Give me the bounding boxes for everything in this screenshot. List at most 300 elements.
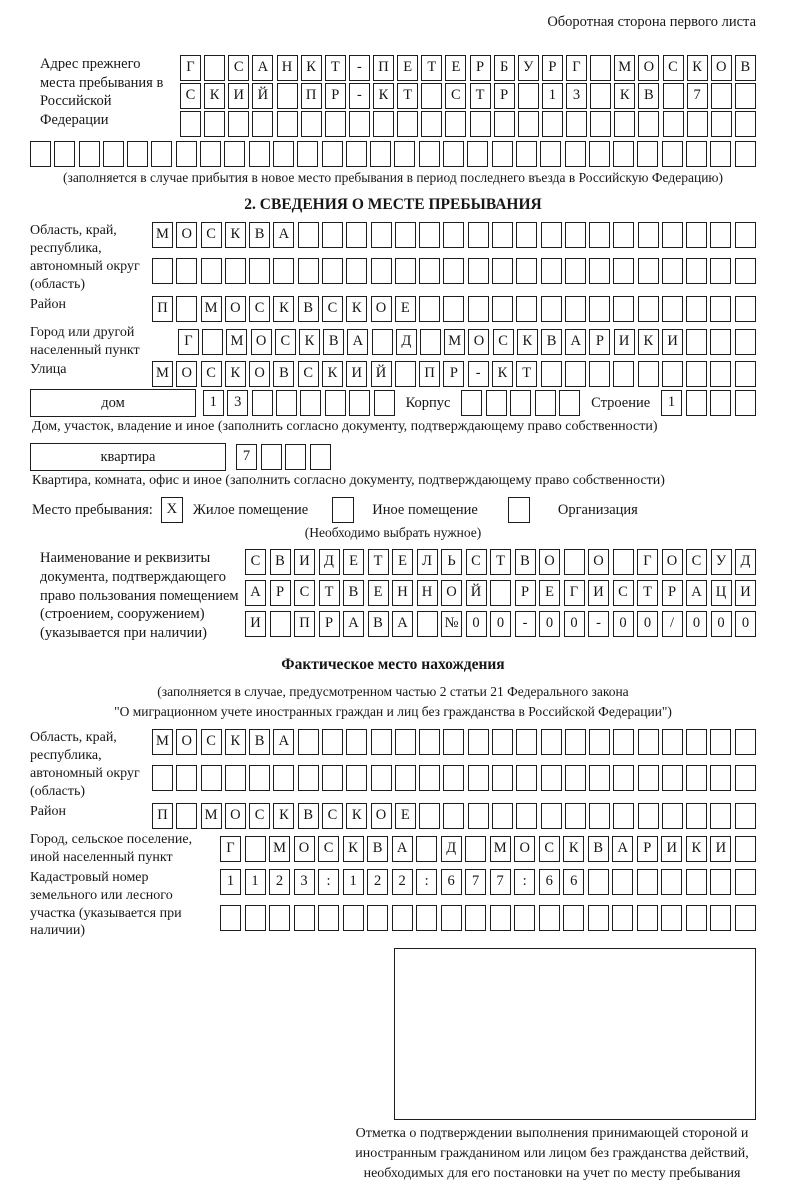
char-cell[interactable] <box>565 361 586 387</box>
char-cell[interactable]: Л <box>417 549 438 575</box>
char-cell[interactable] <box>638 361 659 387</box>
char-cell[interactable] <box>735 296 756 322</box>
char-cell[interactable] <box>661 869 682 895</box>
char-cell[interactable] <box>103 141 124 167</box>
char-cell[interactable] <box>252 390 273 416</box>
char-cell[interactable]: М <box>152 729 173 755</box>
char-cell[interactable]: А <box>612 836 633 862</box>
char-cell[interactable]: Д <box>441 836 462 862</box>
char-cell[interactable]: У <box>711 549 732 575</box>
char-cell[interactable]: Р <box>637 836 658 862</box>
char-cell[interactable]: А <box>347 329 368 355</box>
char-cell[interactable] <box>372 329 393 355</box>
char-cell[interactable] <box>202 329 223 355</box>
char-cell[interactable]: К <box>299 329 320 355</box>
char-cell[interactable] <box>735 329 756 355</box>
char-cell[interactable] <box>613 361 634 387</box>
char-cell[interactable] <box>735 803 756 829</box>
char-cell[interactable] <box>416 905 437 931</box>
char-cell[interactable]: В <box>735 55 756 81</box>
char-cell[interactable] <box>686 803 707 829</box>
char-cell[interactable] <box>421 111 442 137</box>
char-cell[interactable]: 2 <box>367 869 388 895</box>
char-cell[interactable]: 1 <box>245 869 266 895</box>
char-cell[interactable] <box>588 905 609 931</box>
char-cell[interactable] <box>277 83 298 109</box>
char-cell[interactable] <box>490 905 511 931</box>
char-cell[interactable] <box>613 803 634 829</box>
char-cell[interactable]: Т <box>516 361 537 387</box>
char-cell[interactable] <box>421 83 442 109</box>
char-cell[interactable] <box>686 222 707 248</box>
char-cell[interactable]: Й <box>371 361 392 387</box>
char-cell[interactable] <box>465 905 486 931</box>
char-cell[interactable] <box>127 141 148 167</box>
char-cell[interactable]: П <box>419 361 440 387</box>
char-cell[interactable] <box>468 258 489 284</box>
char-cell[interactable]: 7 <box>687 83 708 109</box>
char-cell[interactable] <box>590 83 611 109</box>
char-cell[interactable]: В <box>249 729 270 755</box>
char-cell[interactable]: А <box>343 611 364 637</box>
char-cell[interactable] <box>638 258 659 284</box>
char-cell[interactable] <box>686 329 707 355</box>
char-cell[interactable]: 0 <box>564 611 585 637</box>
char-cell[interactable] <box>441 905 462 931</box>
char-cell[interactable]: О <box>371 296 392 322</box>
char-cell[interactable] <box>419 803 440 829</box>
char-cell[interactable] <box>419 729 440 755</box>
char-cell[interactable] <box>371 729 392 755</box>
char-cell[interactable] <box>261 444 282 470</box>
char-cell[interactable] <box>735 222 756 248</box>
char-cell[interactable]: С <box>298 361 319 387</box>
char-cell[interactable] <box>612 905 633 931</box>
char-cell[interactable] <box>510 390 531 416</box>
char-cell[interactable] <box>152 258 173 284</box>
char-cell[interactable] <box>465 836 486 862</box>
char-cell[interactable] <box>516 803 537 829</box>
char-cell[interactable]: Е <box>395 296 416 322</box>
char-cell[interactable] <box>395 258 416 284</box>
char-cell[interactable]: Е <box>395 803 416 829</box>
char-cell[interactable]: И <box>228 83 249 109</box>
char-cell[interactable] <box>285 444 306 470</box>
char-cell[interactable] <box>710 141 731 167</box>
char-cell[interactable]: Г <box>220 836 241 862</box>
char-cell[interactable] <box>468 296 489 322</box>
char-cell[interactable]: - <box>588 611 609 637</box>
char-cell[interactable] <box>298 765 319 791</box>
char-cell[interactable] <box>612 869 633 895</box>
char-cell[interactable]: И <box>614 329 635 355</box>
char-cell[interactable] <box>397 111 418 137</box>
char-cell[interactable]: О <box>176 361 197 387</box>
char-cell[interactable] <box>614 111 635 137</box>
char-cell[interactable] <box>613 258 634 284</box>
char-cell[interactable] <box>420 329 441 355</box>
char-cell[interactable]: : <box>416 869 437 895</box>
char-cell[interactable] <box>535 390 556 416</box>
char-cell[interactable] <box>346 222 367 248</box>
char-cell[interactable]: С <box>686 549 707 575</box>
char-cell[interactable] <box>563 905 584 931</box>
char-cell[interactable] <box>590 111 611 137</box>
char-cell[interactable]: П <box>301 83 322 109</box>
char-cell[interactable]: С <box>249 296 270 322</box>
char-cell[interactable]: П <box>152 803 173 829</box>
char-cell[interactable] <box>518 83 539 109</box>
char-cell[interactable]: С <box>275 329 296 355</box>
char-cell[interactable]: В <box>343 580 364 606</box>
char-cell[interactable]: - <box>468 361 489 387</box>
char-cell[interactable] <box>637 869 658 895</box>
char-cell[interactable]: - <box>349 55 370 81</box>
char-cell[interactable] <box>589 141 610 167</box>
char-cell[interactable] <box>735 361 756 387</box>
char-cell[interactable]: А <box>565 329 586 355</box>
char-cell[interactable] <box>374 390 395 416</box>
char-cell[interactable] <box>686 361 707 387</box>
char-cell[interactable] <box>516 729 537 755</box>
char-cell[interactable]: 7 <box>490 869 511 895</box>
char-cell[interactable] <box>346 729 367 755</box>
char-cell[interactable] <box>176 803 197 829</box>
stay-type-checkbox-organization[interactable] <box>508 497 530 523</box>
char-cell[interactable] <box>662 361 683 387</box>
char-cell[interactable]: К <box>273 296 294 322</box>
char-cell[interactable]: - <box>349 83 370 109</box>
char-cell[interactable]: В <box>270 549 291 575</box>
char-cell[interactable]: Т <box>319 580 340 606</box>
char-cell[interactable] <box>392 905 413 931</box>
char-cell[interactable] <box>371 258 392 284</box>
char-cell[interactable]: К <box>346 296 367 322</box>
char-cell[interactable]: П <box>294 611 315 637</box>
char-cell[interactable] <box>516 296 537 322</box>
char-cell[interactable] <box>176 296 197 322</box>
char-cell[interactable]: О <box>468 329 489 355</box>
char-cell[interactable] <box>662 141 683 167</box>
char-cell[interactable]: Т <box>637 580 658 606</box>
char-cell[interactable]: К <box>273 803 294 829</box>
char-cell[interactable] <box>371 222 392 248</box>
char-cell[interactable] <box>710 765 731 791</box>
char-cell[interactable] <box>294 905 315 931</box>
char-cell[interactable]: М <box>201 296 222 322</box>
char-cell[interactable] <box>270 611 291 637</box>
char-cell[interactable]: С <box>245 549 266 575</box>
char-cell[interactable] <box>638 729 659 755</box>
char-cell[interactable]: К <box>301 55 322 81</box>
char-cell[interactable]: 3 <box>566 83 587 109</box>
char-cell[interactable]: 0 <box>613 611 634 637</box>
char-cell[interactable] <box>395 765 416 791</box>
char-cell[interactable] <box>686 765 707 791</box>
char-cell[interactable]: Ц <box>711 580 732 606</box>
char-cell[interactable]: № <box>441 611 462 637</box>
char-cell[interactable] <box>79 141 100 167</box>
char-cell[interactable]: В <box>323 329 344 355</box>
char-cell[interactable]: В <box>249 222 270 248</box>
char-cell[interactable] <box>589 765 610 791</box>
char-cell[interactable]: А <box>245 580 266 606</box>
char-cell[interactable]: О <box>514 836 535 862</box>
char-cell[interactable]: К <box>322 361 343 387</box>
char-cell[interactable] <box>298 222 319 248</box>
char-cell[interactable]: Т <box>421 55 442 81</box>
char-cell[interactable] <box>468 729 489 755</box>
char-cell[interactable] <box>565 141 586 167</box>
char-cell[interactable]: О <box>249 361 270 387</box>
char-cell[interactable]: С <box>201 222 222 248</box>
char-cell[interactable] <box>373 111 394 137</box>
char-cell[interactable]: Т <box>397 83 418 109</box>
char-cell[interactable] <box>225 258 246 284</box>
char-cell[interactable]: И <box>735 580 756 606</box>
char-cell[interactable]: С <box>228 55 249 81</box>
char-cell[interactable] <box>710 361 731 387</box>
char-cell[interactable] <box>468 222 489 248</box>
char-cell[interactable]: Б <box>494 55 515 81</box>
char-cell[interactable] <box>735 836 756 862</box>
char-cell[interactable] <box>419 296 440 322</box>
char-cell[interactable] <box>541 258 562 284</box>
char-cell[interactable] <box>249 765 270 791</box>
char-cell[interactable]: О <box>638 55 659 81</box>
char-cell[interactable]: К <box>373 83 394 109</box>
char-cell[interactable]: 2 <box>269 869 290 895</box>
char-cell[interactable] <box>613 765 634 791</box>
char-cell[interactable] <box>346 141 367 167</box>
char-cell[interactable] <box>662 222 683 248</box>
char-cell[interactable] <box>735 141 756 167</box>
char-cell[interactable]: П <box>152 296 173 322</box>
char-cell[interactable]: В <box>298 296 319 322</box>
stay-type-checkbox-other-premise[interactable] <box>332 497 354 523</box>
char-cell[interactable] <box>735 729 756 755</box>
char-cell[interactable]: К <box>517 329 538 355</box>
char-cell[interactable]: Н <box>277 55 298 81</box>
char-cell[interactable] <box>395 361 416 387</box>
char-cell[interactable] <box>467 141 488 167</box>
char-cell[interactable] <box>588 869 609 895</box>
char-cell[interactable] <box>492 296 513 322</box>
char-cell[interactable]: Е <box>392 549 413 575</box>
char-cell[interactable] <box>638 222 659 248</box>
char-cell[interactable] <box>710 803 731 829</box>
char-cell[interactable]: С <box>613 580 634 606</box>
char-cell[interactable]: М <box>226 329 247 355</box>
char-cell[interactable]: И <box>661 836 682 862</box>
char-cell[interactable] <box>490 580 511 606</box>
stay-type-checkbox-residential[interactable]: X <box>161 497 183 523</box>
char-cell[interactable]: М <box>614 55 635 81</box>
char-cell[interactable] <box>54 141 75 167</box>
char-cell[interactable] <box>565 765 586 791</box>
char-cell[interactable] <box>417 611 438 637</box>
char-cell[interactable] <box>735 905 756 931</box>
char-cell[interactable] <box>273 141 294 167</box>
char-cell[interactable]: 3 <box>294 869 315 895</box>
char-cell[interactable] <box>486 390 507 416</box>
char-cell[interactable]: О <box>294 836 315 862</box>
char-cell[interactable]: В <box>367 836 388 862</box>
char-cell[interactable] <box>565 258 586 284</box>
char-cell[interactable] <box>443 141 464 167</box>
char-cell[interactable]: К <box>225 729 246 755</box>
char-cell[interactable]: С <box>322 803 343 829</box>
char-cell[interactable]: Р <box>319 611 340 637</box>
char-cell[interactable] <box>687 111 708 137</box>
char-cell[interactable] <box>589 803 610 829</box>
char-cell[interactable] <box>273 765 294 791</box>
char-cell[interactable]: 6 <box>563 869 584 895</box>
char-cell[interactable]: И <box>294 549 315 575</box>
char-cell[interactable] <box>686 869 707 895</box>
char-cell[interactable]: Г <box>566 55 587 81</box>
char-cell[interactable]: К <box>563 836 584 862</box>
char-cell[interactable]: Й <box>466 580 487 606</box>
char-cell[interactable] <box>151 141 172 167</box>
char-cell[interactable] <box>661 905 682 931</box>
char-cell[interactable] <box>224 141 245 167</box>
char-cell[interactable]: В <box>638 83 659 109</box>
char-cell[interactable] <box>152 765 173 791</box>
char-cell[interactable] <box>735 390 756 416</box>
char-cell[interactable]: Г <box>564 580 585 606</box>
char-cell[interactable]: С <box>318 836 339 862</box>
char-cell[interactable]: С <box>322 296 343 322</box>
char-cell[interactable] <box>589 361 610 387</box>
char-cell[interactable] <box>663 111 684 137</box>
char-cell[interactable] <box>298 729 319 755</box>
char-cell[interactable]: : <box>318 869 339 895</box>
char-cell[interactable]: А <box>273 729 294 755</box>
char-cell[interactable]: : <box>514 869 535 895</box>
char-cell[interactable]: В <box>368 611 389 637</box>
char-cell[interactable] <box>269 905 290 931</box>
char-cell[interactable] <box>443 258 464 284</box>
char-cell[interactable]: 6 <box>539 869 560 895</box>
char-cell[interactable] <box>638 296 659 322</box>
char-cell[interactable]: Г <box>178 329 199 355</box>
char-cell[interactable] <box>273 258 294 284</box>
char-cell[interactable] <box>662 729 683 755</box>
char-cell[interactable] <box>322 765 343 791</box>
char-cell[interactable]: А <box>252 55 273 81</box>
char-cell[interactable] <box>565 803 586 829</box>
char-cell[interactable] <box>540 141 561 167</box>
char-cell[interactable]: - <box>515 611 536 637</box>
char-cell[interactable]: 0 <box>711 611 732 637</box>
char-cell[interactable]: 0 <box>637 611 658 637</box>
char-cell[interactable] <box>346 765 367 791</box>
char-cell[interactable]: Е <box>539 580 560 606</box>
char-cell[interactable]: Е <box>445 55 466 81</box>
char-cell[interactable]: А <box>392 836 413 862</box>
char-cell[interactable]: И <box>346 361 367 387</box>
char-cell[interactable]: В <box>588 836 609 862</box>
char-cell[interactable] <box>565 729 586 755</box>
char-cell[interactable] <box>245 905 266 931</box>
char-cell[interactable]: О <box>711 55 732 81</box>
char-cell[interactable] <box>176 141 197 167</box>
char-cell[interactable] <box>735 765 756 791</box>
char-cell[interactable]: 7 <box>236 444 257 470</box>
char-cell[interactable] <box>371 765 392 791</box>
char-cell[interactable] <box>322 222 343 248</box>
char-cell[interactable] <box>225 765 246 791</box>
char-cell[interactable] <box>492 765 513 791</box>
char-cell[interactable] <box>516 765 537 791</box>
char-cell[interactable] <box>565 296 586 322</box>
char-cell[interactable]: В <box>515 549 536 575</box>
char-cell[interactable]: В <box>541 329 562 355</box>
char-cell[interactable]: Р <box>270 580 291 606</box>
char-cell[interactable]: К <box>687 55 708 81</box>
char-cell[interactable]: Д <box>319 549 340 575</box>
char-cell[interactable] <box>443 222 464 248</box>
char-cell[interactable]: С <box>539 836 560 862</box>
char-cell[interactable]: Д <box>735 549 756 575</box>
char-cell[interactable]: О <box>251 329 272 355</box>
char-cell[interactable] <box>322 141 343 167</box>
char-cell[interactable] <box>301 111 322 137</box>
char-cell[interactable]: П <box>373 55 394 81</box>
char-cell[interactable]: М <box>444 329 465 355</box>
char-cell[interactable] <box>419 258 440 284</box>
char-cell[interactable]: О <box>441 580 462 606</box>
char-cell[interactable] <box>735 83 756 109</box>
char-cell[interactable]: М <box>490 836 511 862</box>
char-cell[interactable] <box>492 222 513 248</box>
char-cell[interactable] <box>419 141 440 167</box>
char-cell[interactable] <box>735 111 756 137</box>
char-cell[interactable]: О <box>539 549 560 575</box>
char-cell[interactable] <box>710 258 731 284</box>
char-cell[interactable]: Р <box>494 83 515 109</box>
char-cell[interactable] <box>662 765 683 791</box>
char-cell[interactable] <box>325 390 346 416</box>
char-cell[interactable] <box>735 869 756 895</box>
char-cell[interactable] <box>343 905 364 931</box>
char-cell[interactable]: Т <box>368 549 389 575</box>
char-cell[interactable] <box>518 111 539 137</box>
char-cell[interactable]: Д <box>396 329 417 355</box>
char-cell[interactable]: И <box>588 580 609 606</box>
char-cell[interactable] <box>686 141 707 167</box>
char-cell[interactable] <box>445 111 466 137</box>
char-cell[interactable] <box>541 765 562 791</box>
char-cell[interactable] <box>470 111 491 137</box>
char-cell[interactable] <box>589 258 610 284</box>
char-cell[interactable] <box>514 905 535 931</box>
char-cell[interactable] <box>180 111 201 137</box>
char-cell[interactable]: Г <box>637 549 658 575</box>
char-cell[interactable]: С <box>493 329 514 355</box>
char-cell[interactable] <box>711 111 732 137</box>
char-cell[interactable] <box>539 905 560 931</box>
char-cell[interactable] <box>245 836 266 862</box>
char-cell[interactable]: И <box>245 611 266 637</box>
char-cell[interactable] <box>322 729 343 755</box>
char-cell[interactable]: А <box>392 611 413 637</box>
char-cell[interactable] <box>710 222 731 248</box>
char-cell[interactable] <box>663 83 684 109</box>
char-cell[interactable] <box>516 258 537 284</box>
char-cell[interactable] <box>589 729 610 755</box>
